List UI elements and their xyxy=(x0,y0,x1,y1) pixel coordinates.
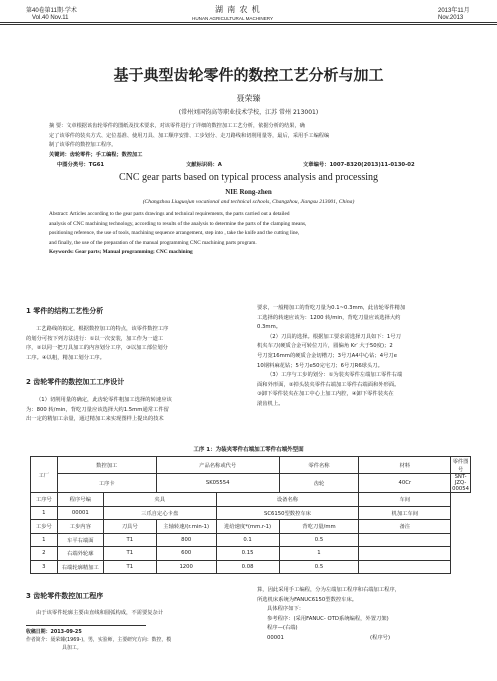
table-cell: 00001 xyxy=(57,506,103,520)
table-cell: 1 xyxy=(279,547,359,561)
table-cell: 1 xyxy=(31,506,58,520)
table-cell: 右端外轮廓 xyxy=(57,547,103,561)
header-date: 2013年11月 xyxy=(438,8,470,14)
table-header-cell: 工步内容 xyxy=(57,520,103,534)
table-header-cell: 主轴转速/(r.min-1) xyxy=(156,520,216,534)
table-row xyxy=(31,474,471,493)
body-line: （1）切削用量的确定，此齿轮零件粗加工选择的转速应该 xyxy=(36,397,172,403)
table-cell: 三爪自定心卡盘 xyxy=(103,506,216,520)
table-cell: T1 xyxy=(103,547,156,561)
section-1-body xyxy=(26,325,246,363)
table-header-cell: 备注 xyxy=(359,520,451,534)
body-line: 序，②以同一把刀具加工的内容划分工序，③以加工部位划分 xyxy=(26,345,168,352)
table-cell: 0.08 xyxy=(216,560,279,574)
abstract-en-line: Abstract: Articles according to the gear parts drawings and technical requirements, the parts carried out a detailed xyxy=(49,211,290,217)
table-header-cell: 产品名称或代号 xyxy=(156,457,279,474)
body-line: 由于该零件轮廓主要由直线和圆弧构成，不需要复杂计 xyxy=(36,610,164,616)
table-cell: 600 xyxy=(156,547,216,561)
body-line: 的划分可按下列方法进行：①以一次安装，加工作为一道工 xyxy=(26,335,164,342)
factory-cell: 工厂 xyxy=(31,457,58,493)
table-header-cell: 零件图号 xyxy=(451,457,471,474)
table-cell xyxy=(359,533,451,547)
table-cell: 0.5 xyxy=(279,533,359,547)
table-cell: 2 xyxy=(31,547,58,561)
program-number-comment: (程序号) xyxy=(370,635,391,641)
table-row xyxy=(31,547,471,561)
section-3-body xyxy=(26,609,246,619)
right-column-body xyxy=(257,304,477,410)
abstract-en-line: positioning reference, the use of tools, machining sequence arrangement, step into , take the knife and the cutting line, xyxy=(49,230,300,237)
body-line: 程序—(右端) xyxy=(267,625,298,632)
program-number: 00001 xyxy=(267,635,284,641)
body-line: 滚齿机上。 xyxy=(257,400,284,407)
body-line: 10钢料麻花钻；5号刀e50完宅刀；6号刀R6球头刀。 xyxy=(257,362,383,369)
footnote xyxy=(26,628,248,652)
table-cell: 机加工车间 xyxy=(359,506,451,520)
table-cell: 齿轮 xyxy=(279,474,359,493)
section-2-heading: 2 齿轮零件的数控加工工序设计 xyxy=(26,378,125,386)
body-line: 面和外形面，②掉头装夹零件右端加工零件右端面和外形面。 xyxy=(257,381,400,388)
table-cell: 40Cr xyxy=(359,474,451,493)
table-cell: 0.1 xyxy=(216,533,279,547)
abstract-en-line: and finally, the use of the preparation of the manual programming CNC machining parts program. xyxy=(49,239,257,246)
table-header-cell: 进给速度*(mm.r-1) xyxy=(216,520,279,534)
table-cell: 800 xyxy=(156,533,216,547)
body-line: ③卸下零件装夹在加工中心上加工内腔，④卸下零件装夹在 xyxy=(257,391,394,398)
header-journal-name: 湖 南 农 机 xyxy=(215,5,261,14)
table-cell: 0.15 xyxy=(216,547,279,561)
body-line: 0.3mm。 xyxy=(257,324,282,331)
program-intro xyxy=(257,586,477,634)
table-cell: 3 xyxy=(31,560,58,574)
table-cell: 工序卡 xyxy=(57,474,156,493)
process-card-table xyxy=(30,456,471,574)
abstract-cn xyxy=(49,122,459,160)
table-cell: SK05554 xyxy=(156,474,279,493)
table-cell xyxy=(359,560,451,574)
table-header-cell: 数控加工 xyxy=(57,457,156,474)
body-line: 算，因此采用手工编程，分为左端加工程序和右端加工程序， xyxy=(257,587,401,593)
body-line: （3）工序与工步的划分：①为装夹零件左端加工零件右端 xyxy=(267,372,403,379)
table-row xyxy=(31,533,471,547)
body-line: 具体程序如下： xyxy=(267,606,305,613)
table-cell xyxy=(359,547,451,561)
header-rule-thin xyxy=(0,24,497,25)
body-line: 工序。④以粗，精加工划分工序。 xyxy=(26,354,105,361)
body-line: 号刀宽16mm的硬质合金切槽刀；3号刀A4中心钻；4号刀e xyxy=(257,352,397,359)
body-line: 机夹车刀(硬质合金可转位刀片，圆偏角 Kr′ 大于50度)；2 xyxy=(257,343,393,350)
section-2-body xyxy=(26,396,246,425)
body-line: 所选机床系统为FANUC6150型数控车床。 xyxy=(257,596,358,603)
table-header-cell: 刀具号 xyxy=(103,520,156,534)
body-line: 要求，一般精加工的背吃刀量为0.1~0.3mm，此齿轮零件精加 xyxy=(257,305,406,311)
table-header-cell: 车间 xyxy=(359,493,451,507)
abstract-en-line: analysis of CNC machining technology, according to results of the analysis to determine the parts of the clamping means, xyxy=(49,220,307,227)
author-name-en: NIE Rong-zhen xyxy=(225,188,272,196)
table-header-cell: 设备名称 xyxy=(216,493,359,507)
header-date-en: Nov.2013 xyxy=(438,15,464,21)
table-row xyxy=(31,457,471,474)
section-1-heading: 1 零件的结构工艺性分析 xyxy=(26,307,104,315)
header-journal-issue: 第40卷第11期·学术 xyxy=(26,8,77,14)
author-affiliation: (常州刘国钧高等职业技术学校，江苏 常州 213001) xyxy=(178,109,319,116)
document-code: 文献标识码：A xyxy=(186,162,222,168)
paper-title-en: CNC gear parts based on typical process analysis and processing xyxy=(118,172,379,183)
table-cell: SNT-JZQ-00054 xyxy=(452,474,469,492)
table-cell: 右端轮廓精加工 xyxy=(57,560,103,574)
abstract-en xyxy=(49,210,459,258)
table-row xyxy=(31,493,471,507)
paper-title: 基于典型齿轮零件的数控工艺分析与加工 xyxy=(113,66,384,84)
clc-number: 中图分类号：TG61 xyxy=(57,162,105,168)
table-cell: T1 xyxy=(103,560,156,574)
author-bio: 作者简介：聂荣臻(1969-)，男，实验师，主要研究方向：数控，模 xyxy=(26,637,172,643)
header-journal-name-en: HUNAN AGRICULTURAL MACHINERY xyxy=(192,16,274,21)
table-cell: 1 xyxy=(31,533,58,547)
header-rule xyxy=(0,22,497,23)
footnote-divider xyxy=(26,625,146,626)
table-row xyxy=(31,520,471,534)
abstract-line: 摘 要：文章根据该齿轮零件的图纸及技术要求，对该零件进行了详细的数控加工工艺分析，依据分析的结果，确 xyxy=(49,123,305,129)
table-header-cell: 程序号编 xyxy=(57,493,103,507)
section-3-heading: 3 齿轮零件数控加工程序 xyxy=(26,592,104,600)
header-volume: Vol.40 Nov.11 xyxy=(32,15,69,21)
table-header-cell: 零件名称 xyxy=(279,457,359,474)
author-bio-cont: 具加工。 xyxy=(62,645,82,651)
table-row xyxy=(31,506,471,520)
body-line: 参考程序：(采用FANUC- OTD系统编程，外置刀架) xyxy=(267,615,389,622)
table-cell: 车平右端面 xyxy=(57,533,103,547)
body-line: 为：800 转/min，背吃刀量应该选择大约1.5mm通常工件留 xyxy=(26,406,169,413)
keywords-en: Keywords: Gear parts; Manual programming; CNC machining xyxy=(49,249,193,256)
table-cell: 1200 xyxy=(156,560,216,574)
table-header-cell: 背吃刀量/mm xyxy=(279,520,359,534)
author-name: 聂荣臻 xyxy=(236,94,261,103)
body-line: 出一定的精加工余量，通过精加工来实现图样上提出的技术 xyxy=(26,416,164,423)
received-date: 收稿日期：2013-09-25 xyxy=(26,629,82,635)
table-cell: 0.5 xyxy=(279,560,359,574)
abstract-line: 制了该零件的数控加工程序。 xyxy=(49,142,117,149)
table-row xyxy=(31,560,471,574)
table-header-cell: 夹具 xyxy=(103,493,216,507)
table-cell: T1 xyxy=(103,533,156,547)
author-affiliation-en: (Changzhou Liuguojun vocational and technical schools, Changzhou, Jiangsu 213001, China) xyxy=(142,199,355,205)
keywords-cn: 关键词：齿轮零件；手工编程；数控加工 xyxy=(49,151,143,158)
body-line: 工选择的转速应该为：1200 转/min，背吃刀量应该选择大约 xyxy=(257,314,401,321)
abstract-line: 定了该零件的装夹方式、定位基准、使用刀具、加工顺序安排、工步划分、走刀路线和切削用量等，最后，采用手工编程编 xyxy=(49,132,330,139)
table-header-cell: 工步号 xyxy=(31,520,58,534)
body-line: 工艺路线的拟定，根据数控加工的特点，该零件数控工序 xyxy=(36,326,169,332)
body-line: （2）刀具的选择。根据加工要求需选择刀具如下：1号刀 xyxy=(267,333,401,340)
table-header-cell: 材料 xyxy=(359,457,451,474)
table-caption: 工序 1：为装夹零件右端加工零件右端外型面 xyxy=(193,447,304,453)
table-header-cell: 工序号 xyxy=(31,493,58,507)
table-cell: SC6150型数控车床 xyxy=(216,506,359,520)
article-number: 文章编号：1007-8320(2013)11-0130-02 xyxy=(303,162,415,168)
